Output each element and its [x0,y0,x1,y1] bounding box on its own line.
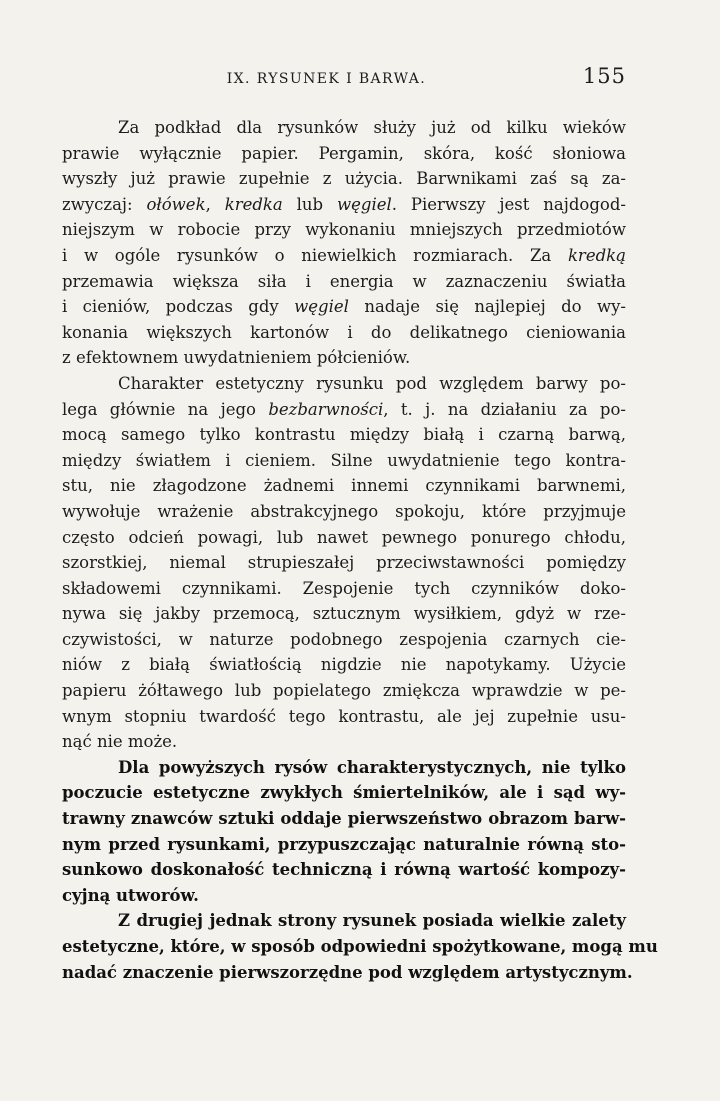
text-line: wnym stopniu twardość tego kontrastu, ale jej zupełnie usu- [62,706,626,726]
text-line: Charakter estetyczny rysunku pod względem barwy po- [118,373,626,393]
text-line: przemawia większa siła i energia w zaznaczeniu światła [62,271,626,291]
text-line: prawie wyłącznie papier. Pergamin, skóra, kość słoniowa [62,143,626,163]
text-line: wywołuje wrażenie abstrakcyjnego spokoju, które przyjmuje [62,501,626,521]
text-line: z efektownem uwydatnieniem półcieniów. [62,348,411,368]
paragraph [62,755,626,909]
text-line: nadać znaczenie pierwszorzędne pod względem artystycznym. [62,962,633,982]
text-line: Dla powyższych rysów charakterystycznych, nie tylko [118,757,626,777]
text-line: papieru żółtawego lub popielatego zmiękcza wprawdzie w pe- [62,681,626,701]
text-line: mocą samego tylko kontrastu między białą i czarną barwą, [62,425,626,445]
text-line: niejszym w robocie przy wykonaniu mniejszych przedmiotów [62,220,626,240]
paragraph [62,908,658,985]
text-line: czywistości, w naturze podobnego zespojenia czarnych cie- [62,629,626,649]
text-line: zwyczaj: ołówek, kredka lub węgiel. Pierwszy jest najdogod- [62,194,626,214]
text-line: szorstkiej, niemal strupieszałej przeciwstawności pomiędzy [62,553,626,573]
text-line: lega głównie na jego bezbarwności, t. j. na działaniu za po- [62,399,626,419]
text-line: Za podkład dla rysunków służy już od kilku wieków [118,118,626,137]
running-head [60,64,626,92]
emphasized-term: kredka [224,194,283,214]
text-line: estetyczne, które, w sposób odpowiedni spożytkowane, mogą mu [62,937,658,956]
text-line: często odcień powagi, lub nawet pewnego ponurego chłodu, [62,527,626,547]
paragraph [62,371,626,755]
emphasized-term: ołówek [146,194,206,214]
page-number: 155 [582,64,626,88]
text-line: nywa się jakby przemocą, sztucznym wysiłkiem, gdyż w rze- [62,604,626,624]
text-line: trawny znawców sztuki oddaje pierwszeństwo obrazom barw- [62,809,626,829]
emphasized-term: bezbarwności [268,399,384,419]
text-line: konania większych kartonów i do delikatnego cieniowania [62,322,626,342]
paragraph [62,115,626,371]
body-text [62,115,658,985]
text-line: sunkowo doskonałość techniczną i równą wartość kompozy- [62,860,626,880]
text-line: cyjną utworów. [62,885,199,905]
emphasized-term: węgiel [294,297,349,317]
text-line: i w ogóle rysunków o niewielkich rozmiarach. Za kredką [62,245,626,265]
text-line: składowemi czynnikami. Zespojenie tych czynników doko- [62,578,626,598]
text-line: poczucie estetyczne zwykłych śmiertelników, ale i sąd wy- [62,783,626,803]
text-line: nym przed rysunkami, przypuszczając naturalnie równą sto- [62,834,626,854]
emphasized-term: kredką [567,245,626,265]
text-line: między światłem i cieniem. Silne uwydatnienie tego kontra- [62,450,626,470]
text-line: wyszły już prawie zupełnie z użycia. Barwnikami zaś są za- [62,169,626,189]
text-line: niów z białą światłością nigdzie nie napotykamy. Użycie [62,655,626,675]
text-line: stu, nie złagodzone żadnemi innemi czynnikami barwnemi, [62,476,626,496]
section-title: IX. RYSUNEK I BARWA. [226,71,427,87]
text-line: Z drugiej jednak strony rysunek posiada wielkie zalety [118,911,626,931]
text-line: nąć nie może. [62,732,178,752]
emphasized-term: węgiel [337,194,392,214]
text-line: i cieniów, podczas gdy węgiel nadaje się najlepiej do wy- [62,297,627,317]
